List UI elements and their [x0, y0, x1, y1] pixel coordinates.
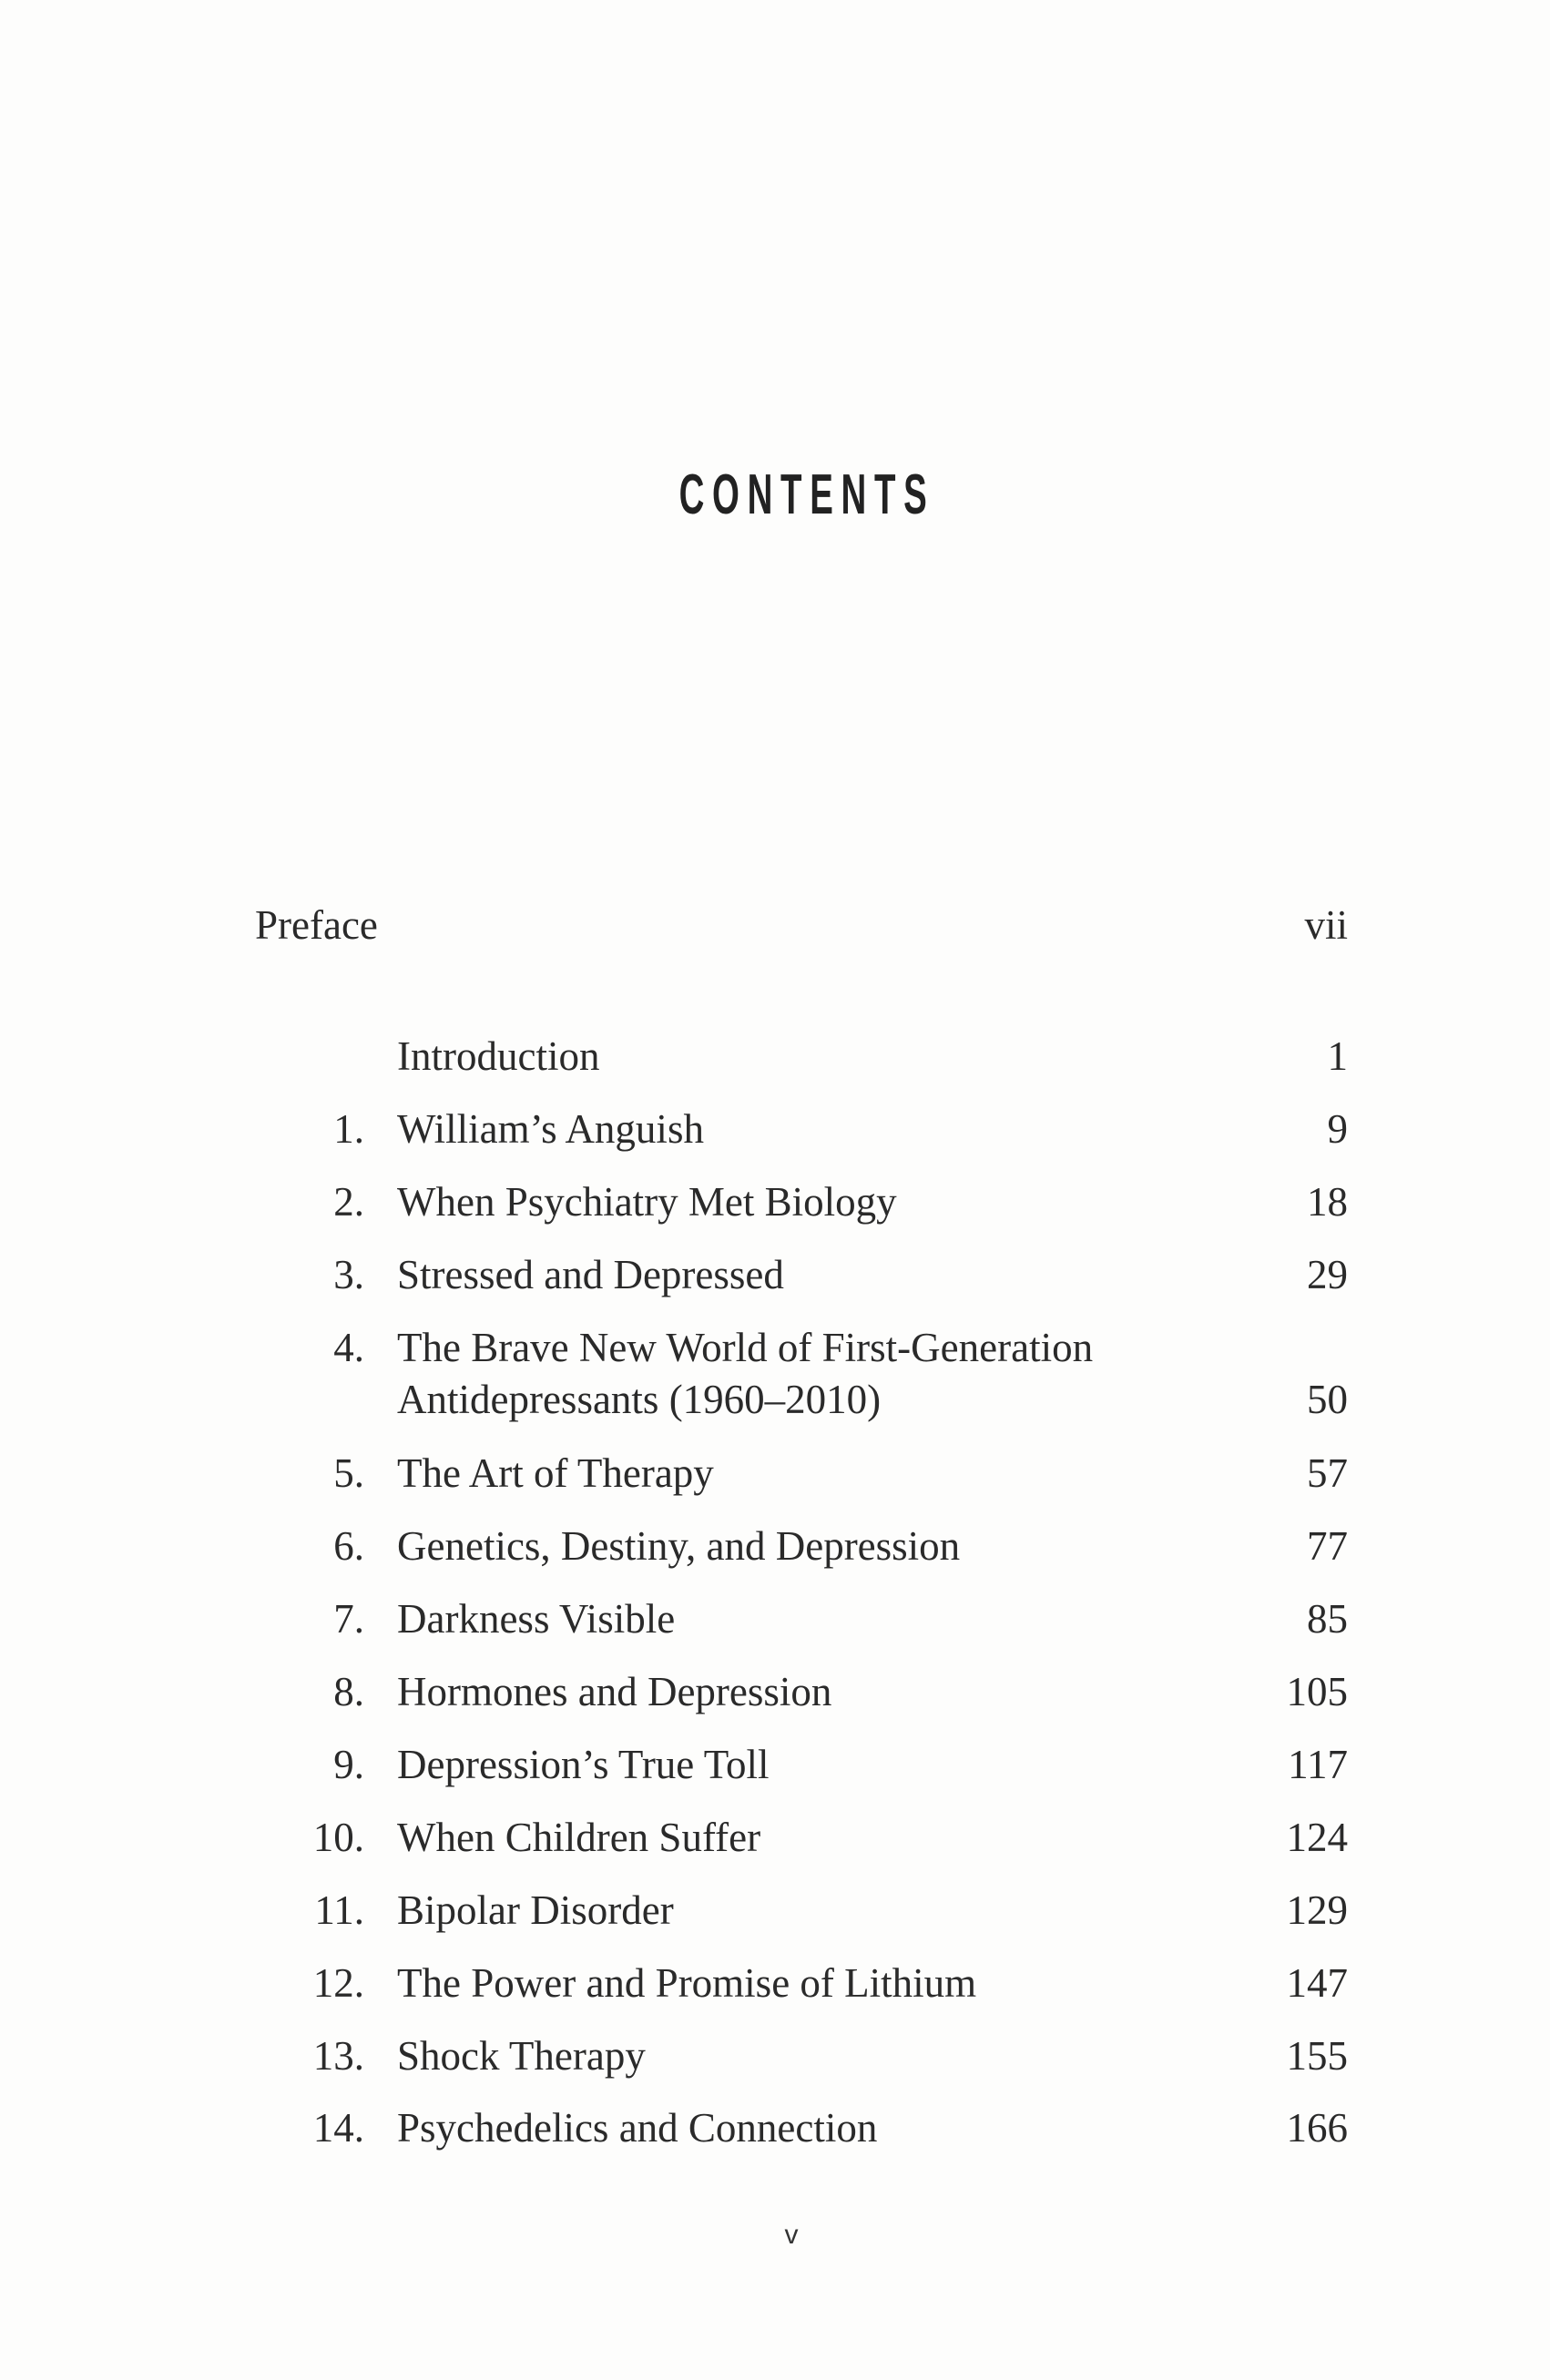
entry-title: Depression’s True Toll: [397, 1742, 770, 1787]
entry-title: Preface: [255, 902, 378, 948]
toc-entry[interactable]: [0, 1175, 1550, 1229]
toc-entry[interactable]: [0, 2029, 1550, 2083]
entry-number: 14.: [312, 2105, 364, 2151]
toc-entry[interactable]: [0, 1247, 1550, 1302]
entry-page: 9: [1327, 1106, 1348, 1152]
entry-page: 124: [1286, 1815, 1348, 1860]
entry-number: 13.: [312, 2033, 364, 2079]
entry-title: William’s Anguish: [397, 1106, 704, 1152]
entry-page: 166: [1286, 2105, 1348, 2151]
entry-page: 147: [1286, 1960, 1348, 2006]
toc-entry[interactable]: [0, 1956, 1550, 2010]
toc-entry[interactable]: [0, 1592, 1550, 1646]
entry-number: 6.: [333, 1523, 364, 1569]
toc-entry[interactable]: [0, 1664, 1550, 1719]
page-title: CONTENTS: [678, 463, 935, 526]
entry-title: Shock Therapy: [397, 2033, 646, 2079]
toc-entry[interactable]: [0, 1519, 1550, 1573]
toc-entry-preface[interactable]: [0, 898, 1550, 952]
entry-title: Stressed and Depressed: [397, 1252, 784, 1297]
entry-title: Bipolar Disorder: [397, 1887, 674, 1933]
entry-title: Psychedelics and Connection: [397, 2105, 878, 2151]
entry-number: 8.: [333, 1669, 364, 1714]
entry-title: Darkness Visible: [397, 1596, 676, 1642]
entry-page: 129: [1286, 1887, 1348, 1933]
entry-number: 9.: [333, 1742, 364, 1787]
entry-page: 57: [1307, 1450, 1348, 1496]
entry-page: 85: [1307, 1596, 1348, 1642]
entry-page: 117: [1288, 1742, 1348, 1787]
entry-title: The Power and Promise of Lithium: [397, 1960, 977, 2006]
entry-page: 155: [1286, 2033, 1348, 2079]
toc-entry[interactable]: [0, 1883, 1550, 1938]
toc-entry[interactable]: [0, 1029, 1550, 1083]
entry-page: 18: [1307, 1179, 1348, 1225]
entry-page: 77: [1307, 1523, 1348, 1569]
entry-number: 10.: [312, 1815, 364, 1860]
toc-entry[interactable]: [0, 2100, 1550, 2155]
entry-page: 29: [1307, 1252, 1348, 1297]
entry-title: When Children Suffer: [397, 1815, 761, 1860]
entry-page: 1: [1327, 1033, 1348, 1079]
toc-entry[interactable]: [0, 1737, 1550, 1792]
entry-page: vii: [1304, 902, 1348, 948]
toc-entry[interactable]: [0, 1446, 1550, 1500]
entry-number: 12.: [312, 1960, 364, 2006]
entry-title: Introduction: [397, 1033, 600, 1079]
toc-entry[interactable]: [0, 1102, 1550, 1156]
toc-entry[interactable]: [0, 1320, 1550, 1422]
entry-title: The Brave New World of First-Generation: [397, 1325, 1094, 1370]
entry-title: The Art of Therapy: [397, 1450, 714, 1496]
entry-title-continued: Antidepressants (1960–2010): [397, 1377, 882, 1422]
entry-number: 1.: [333, 1106, 364, 1152]
entry-title: Hormones and Depression: [397, 1669, 832, 1714]
entry-number: 3.: [333, 1252, 364, 1297]
entry-title: When Psychiatry Met Biology: [397, 1179, 897, 1225]
entry-number: 11.: [314, 1887, 364, 1933]
entry-number: 7.: [333, 1596, 364, 1642]
page-number: v: [784, 2220, 799, 2250]
entry-number: 2.: [333, 1179, 364, 1225]
toc-entry[interactable]: [0, 1810, 1550, 1865]
entry-number: 5.: [333, 1450, 364, 1496]
entry-number: 4.: [333, 1325, 364, 1370]
entry-page: 50: [1307, 1377, 1348, 1422]
entry-title: Genetics, Destiny, and Depression: [397, 1523, 961, 1569]
entry-page: 105: [1286, 1669, 1348, 1714]
